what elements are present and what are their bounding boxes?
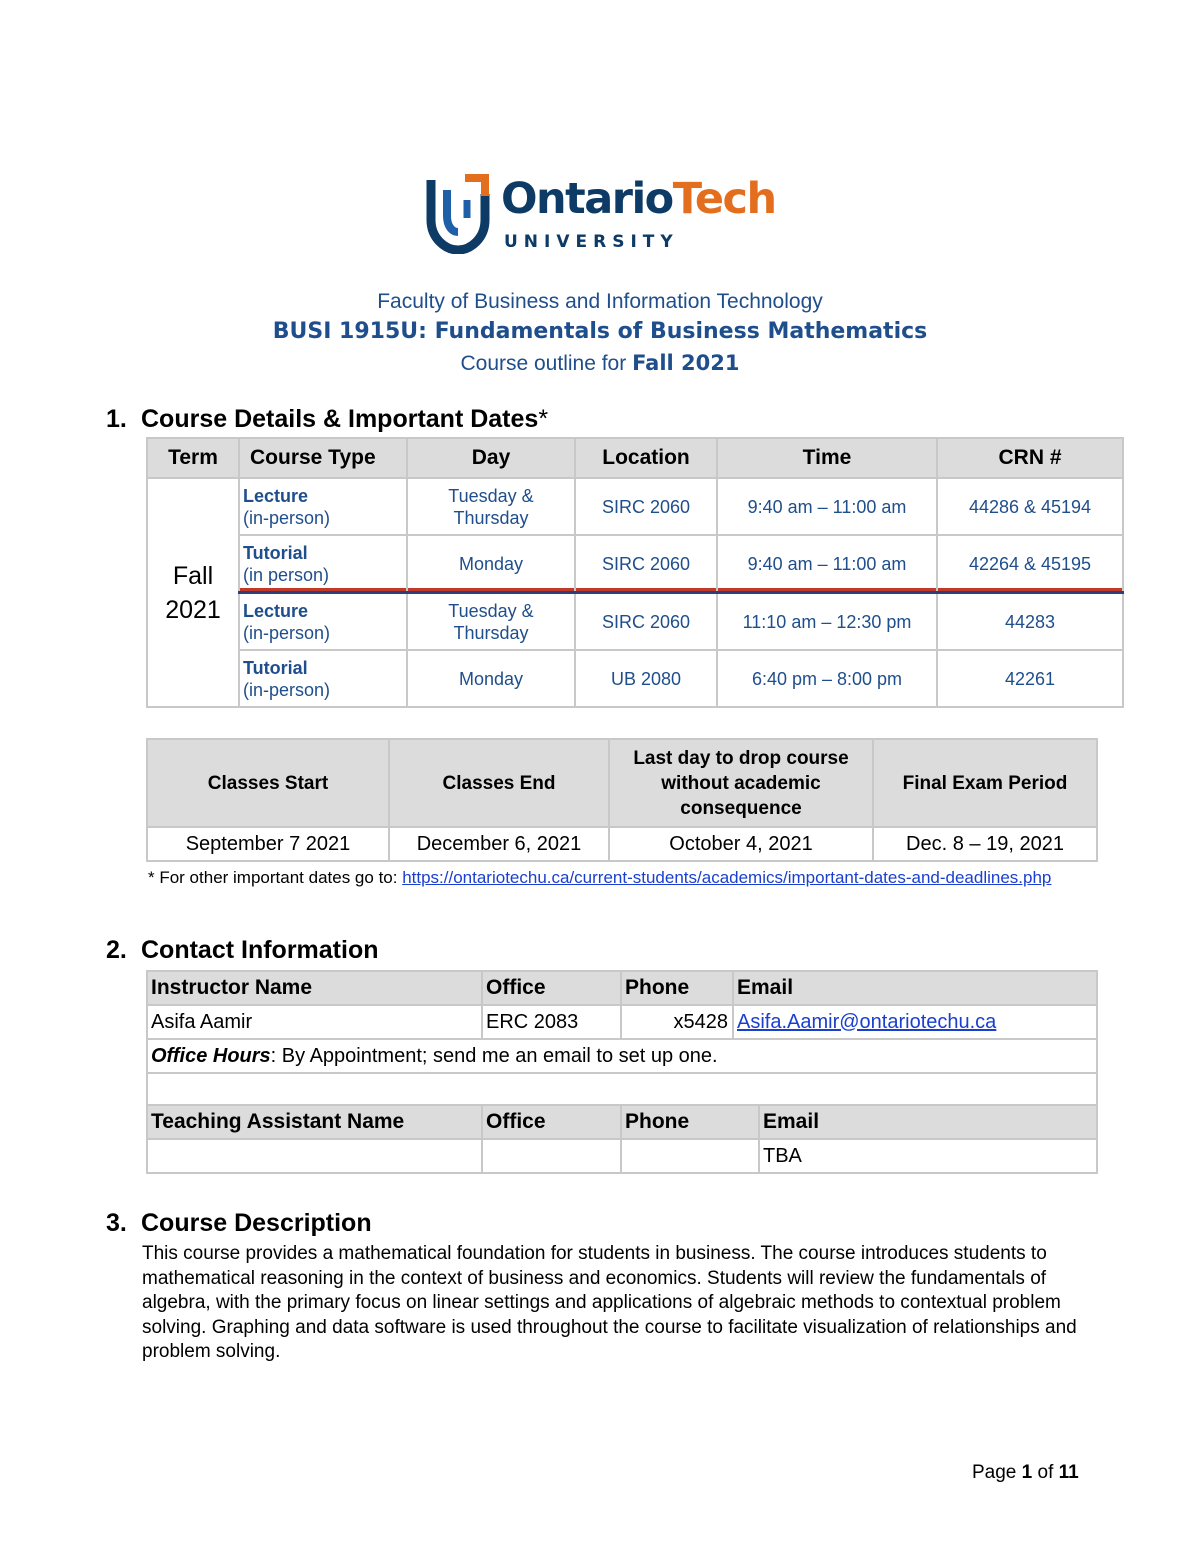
instructor-email-link[interactable]: Asifa.Aamir@ontariotechu.ca <box>737 1010 997 1033</box>
instructor-row <box>147 1005 1097 1039</box>
crn-cell: 42261 <box>937 650 1123 707</box>
important-dates-table <box>146 738 1098 862</box>
header-classes-start: Classes Start <box>147 739 389 827</box>
classes-start-value: September 7 2021 <box>147 827 389 861</box>
schedule-header-row <box>147 438 1123 478</box>
day-cell: Tuesday & Thursday <box>407 478 575 535</box>
schedule-table <box>146 437 1124 708</box>
header-time: Time <box>717 438 937 478</box>
course-type-cell: Tutorial (in-person) <box>239 650 407 707</box>
time-cell: 11:10 am – 12:30 pm <box>717 593 937 651</box>
logo-subtitle: UNIVERSITY <box>504 232 679 252</box>
header-phone: Phone <box>621 971 733 1005</box>
ta-header-row <box>147 1105 1097 1139</box>
course-description: This course provides a mathematical foundation for students in business. The course introduces students to mathematical reasoning in the context of business and economics. Students will review the fundamentals of algebra, with the primary focus on linear settings and applications of algebraic methods to contextual problem solving. Graphing and data software is used throughout the course to facilitate visualization of relationships and problem solving. <box>142 1243 1077 1362</box>
classes-end-value: December 6, 2021 <box>389 827 609 861</box>
ta-name <box>147 1139 482 1173</box>
header-instructor-name: Instructor Name <box>147 971 482 1005</box>
contact-table <box>146 970 1098 1174</box>
header-ta-office: Office <box>482 1105 621 1139</box>
spacer-row <box>147 1073 1097 1105</box>
section-3-heading: 3. Course Description <box>106 1209 372 1237</box>
header-ta-phone: Phone <box>621 1105 759 1139</box>
course-type-cell: Lecture (in-person) <box>239 593 407 651</box>
course-type-cell: Lecture (in-person) <box>239 478 407 535</box>
crn-cell: 44283 <box>937 593 1123 651</box>
location-cell: SIRC 2060 <box>575 535 717 593</box>
instructor-name: Asifa Aamir <box>147 1005 482 1039</box>
table-row <box>147 535 1123 593</box>
header-office: Office <box>482 971 621 1005</box>
location-cell: SIRC 2060 <box>575 593 717 651</box>
header-day: Day <box>407 438 575 478</box>
outline-term: Course outline for Fall 2021 <box>460 351 740 375</box>
course-type-cell: Tutorial (in person) <box>239 535 407 593</box>
table-row <box>147 593 1123 651</box>
time-cell: 9:40 am – 11:00 am <box>717 535 937 593</box>
ta-row <box>147 1139 1097 1173</box>
crn-cell: 42264 & 45195 <box>937 535 1123 593</box>
time-cell: 9:40 am – 11:00 am <box>717 478 937 535</box>
header-crn: CRN # <box>937 438 1123 478</box>
header-final-exam-period: Final Exam Period <box>873 739 1097 827</box>
blank-cell <box>147 1073 1097 1105</box>
day-cell: Monday <box>407 535 575 593</box>
office-hours-row <box>147 1039 1097 1073</box>
term-cell: Fall 2021 <box>147 478 239 707</box>
header-location: Location <box>575 438 717 478</box>
header-ta-name: Teaching Assistant Name <box>147 1105 482 1139</box>
header-last-drop-day: Last day to drop course without academic consequence <box>609 739 873 827</box>
section-2-heading: 2. Contact Information <box>106 936 379 964</box>
instructor-office: ERC 2083 <box>482 1005 621 1039</box>
table-row <box>147 478 1123 535</box>
dates-header-row <box>147 739 1097 827</box>
table-row <box>147 650 1123 707</box>
header-course-type: Course Type <box>239 438 407 478</box>
logo-wordmark: OntarioTech <box>501 174 776 224</box>
instructor-header-row <box>147 971 1097 1005</box>
day-cell: Monday <box>407 650 575 707</box>
final-exam-period-value: Dec. 8 – 19, 2021 <box>873 827 1097 861</box>
course-title: BUSI 1915U: Fundamentals of Business Mathematics <box>272 319 928 344</box>
header-ta-email: Email <box>759 1105 1097 1139</box>
location-cell: SIRC 2060 <box>575 478 717 535</box>
important-dates-note: * For other important dates go to: https://ontariotechu.ca/current-students/academics/important-dates-and-deadlines.php <box>148 868 1052 887</box>
faculty-name: Faculty of Business and Information Technology <box>377 290 823 313</box>
ontario-tech-shield-icon <box>425 174 491 254</box>
instructor-email-cell <box>733 1005 1097 1039</box>
ta-email: TBA <box>759 1139 1097 1173</box>
section-1-heading: 1. Course Details & Important Dates* <box>106 405 549 433</box>
office-hours: Office Hours: By Appointment; send me an email to set up one. <box>147 1039 1097 1073</box>
ta-phone <box>621 1139 759 1173</box>
header-classes-end: Classes End <box>389 739 609 827</box>
location-cell: UB 2080 <box>575 650 717 707</box>
header-term: Term <box>147 438 239 478</box>
table-row <box>147 827 1097 861</box>
last-drop-day-value: October 4, 2021 <box>609 827 873 861</box>
time-cell: 6:40 pm – 8:00 pm <box>717 650 937 707</box>
day-cell: Tuesday & Thursday <box>407 593 575 651</box>
crn-cell: 44286 & 45194 <box>937 478 1123 535</box>
instructor-phone: x5428 <box>621 1005 733 1039</box>
important-dates-link[interactable]: https://ontariotechu.ca/current-students/academics/important-dates-and-deadlines.php <box>402 868 1052 887</box>
ontario-tech-logo <box>425 172 785 260</box>
header-email: Email <box>733 971 1097 1005</box>
page-number: Page 1 of 11 <box>972 1462 1079 1483</box>
ta-office <box>482 1139 621 1173</box>
